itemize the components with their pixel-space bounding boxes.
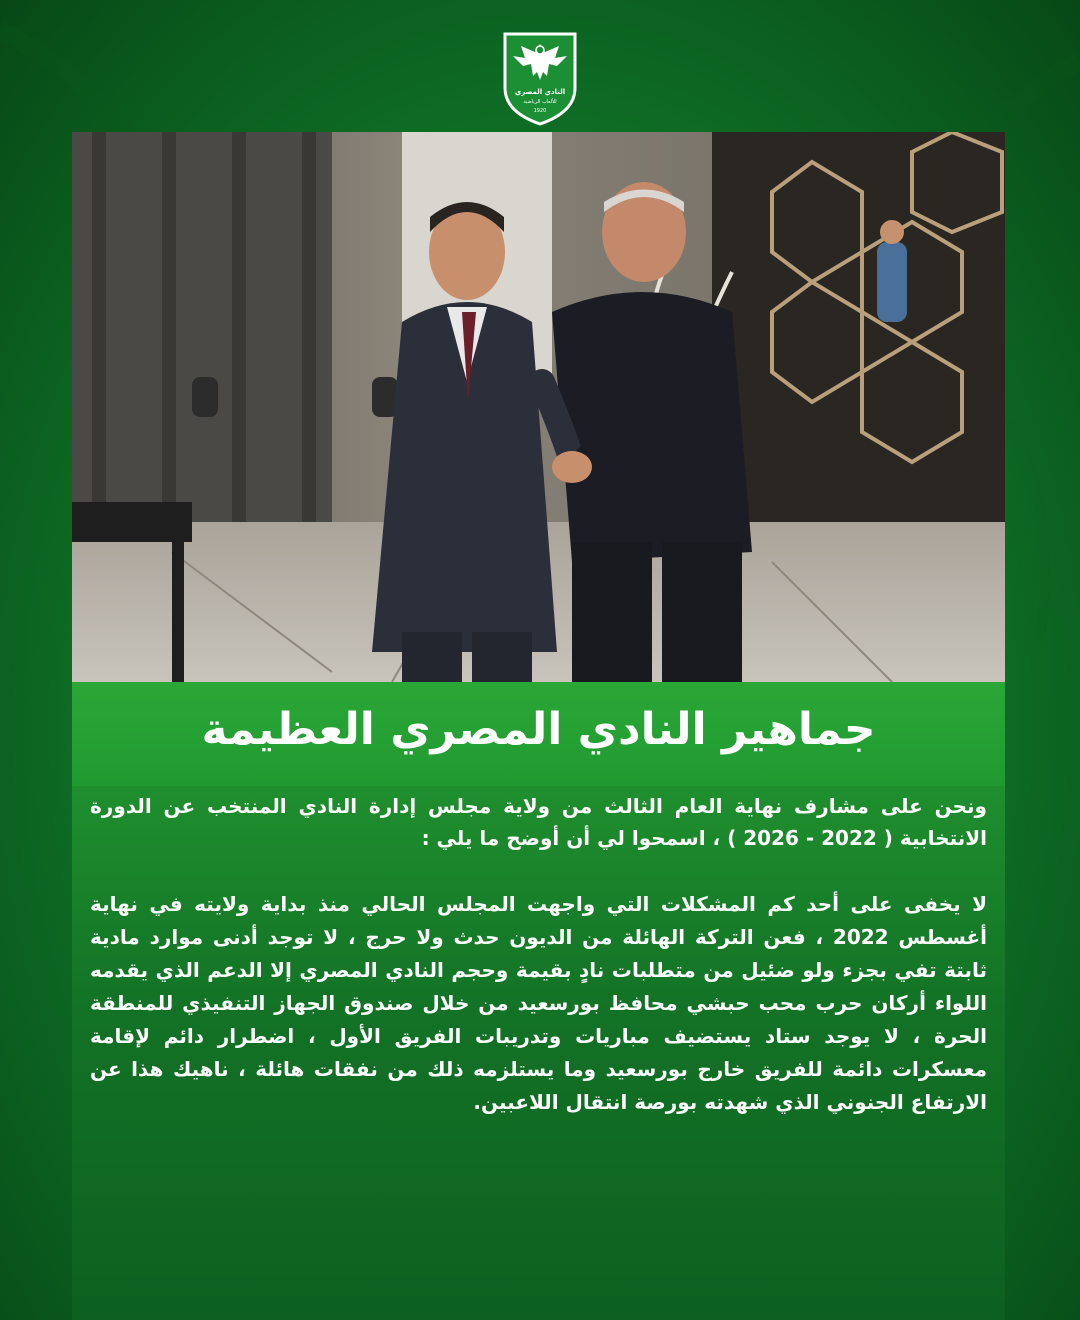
logo-year: 1920 <box>533 108 547 114</box>
headline: جماهير النادي المصري العظيمة <box>201 704 876 755</box>
main-paragraph: لا يخفى على أحد كم المشكلات التي واجهت المجلس الحالي منذ بداية ولايته في نهاية أغسطس 2022 ، فعن التركة الهائلة من الديون حدث ولا حرج ، لا توجد أدنى موارد مادية ثابتة تفي بجزء ولو ضئيل من متطلبات نادٍ بقيمة وحجم النادي المصري إلا الدعم الذي يقدمه اللواء أركان حرب محب حبشي محافظ بورسعيد من خلال صندوق الجهاز التنفيذي للمنطقة الحرة ، لا يوجد ستاد يستضيف مباريات وتدريبات الفريق الأول ، اضطرار دائم لإقامة معسكرات دائمة للفريق خارج بورسعيد وما يستلزمه ذلك من نفقات هائلة ، ناهيك هذا عن الارتفاع الجنوني الذي شهدته بورصة انتقال اللاعبين. <box>90 892 987 1114</box>
handshake-photo <box>72 132 1005 682</box>
logo-text-line-2: للألعاب الرياضية <box>523 99 557 105</box>
body-panel <box>72 786 1005 1320</box>
falcon-emblem-icon <box>499 30 581 126</box>
logo-text-line-1: النادي المصري <box>514 88 566 96</box>
title-band <box>72 682 1005 786</box>
intro-paragraph: ونحن على مشارف نهاية العام الثالث من ولاية مجلس إدارة النادي المنتخب عن الدورة الانتخابية ( 2022 - 2026 ) ، اسمحوا لي أن أوضح ما يلي : <box>90 794 987 850</box>
